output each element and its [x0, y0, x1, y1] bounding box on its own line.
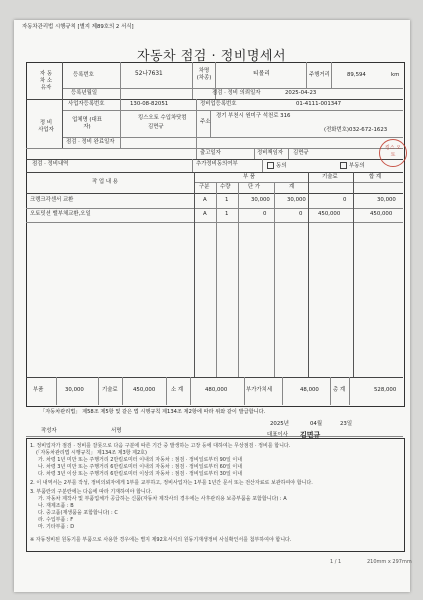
col-header-work: 작 업 내 용: [92, 179, 118, 185]
model-value: 티볼리: [253, 71, 270, 77]
row-line: [26, 222, 403, 223]
service-date-label: 점검 · 정비 의뢰일자: [212, 90, 261, 96]
mileage-value: 89,594: [347, 72, 366, 78]
note-1b: 가. 차령 1년 미만 또는 주행거리 2만킬로미터 이내의 자동차 : 점검 · 정비일로부터 90일 이내: [38, 457, 243, 463]
col-line: [262, 159, 263, 172]
col-header-type: 구분: [199, 184, 210, 190]
note-1d: 다. 차령 3년 이상 또는 주행거리 6만킬로미터 이상의 자동차 : 점검 · 정비일로부터 30일 이내: [38, 471, 243, 477]
col-line: [274, 182, 275, 377]
release-date-label: 출고일자: [200, 150, 221, 156]
note-3a: 가. 자동차 제작사 및 부품업체가 공급하는 신품(자동차 제작사의 경우에는 사후관리용 보증부품을 포함합니다) : A: [38, 496, 287, 502]
reg-no-value: 52나7631: [135, 71, 163, 77]
company-seal: 킹스 오토: [379, 139, 407, 167]
consent-label: 추가정비동의여부: [196, 161, 238, 167]
subtotal-value: 480,000: [205, 387, 228, 393]
note-4: ※ 자동정비된 원동기를 부품으로 사용한 경우에는 별지 제92호서식의 원동기재생정비 사실확인서를 첨부하여야 합니다.: [30, 537, 292, 543]
parts-total-label: 부품: [33, 387, 44, 393]
col-line: [244, 377, 245, 405]
row-line: [62, 110, 403, 111]
issue-year: 2025년: [270, 421, 289, 427]
disagree-checkbox[interactable]: [340, 162, 347, 169]
recipient-label: 작성자: [41, 428, 57, 434]
reg-no-label: 등록번호: [73, 72, 94, 78]
col-line: [62, 62, 63, 148]
addr-label: 주소: [200, 119, 211, 125]
biz-no-label: 사업자등록번호: [68, 101, 105, 107]
issue-day: 23일: [340, 421, 353, 427]
col-line: [353, 172, 354, 377]
note-1a: (「자동차관리법 시행규칙」 제134조 제3항 제2호): [36, 450, 147, 456]
note-3: 3. 부품란의 구분란에는 다음에 따라 기재하여야 합니다.: [30, 489, 153, 495]
row-work: 오토밋션 밸부체교환,오일: [30, 211, 91, 217]
row-line: [26, 148, 403, 149]
note-2: 2. 이 내역서는 2부를 작성, 정비의뢰자에게 1부를 교부하고, 정비사업자는 1부를 1년간 문서 또는 전산자료로 보관하여야 합니다.: [30, 480, 313, 486]
col-line: [238, 182, 239, 377]
col-line: [216, 182, 217, 377]
manager-label: 정비책임자: [257, 150, 284, 156]
col-header-labor: 기술료: [322, 174, 338, 180]
shop-rep-value: 김면규: [148, 124, 164, 130]
col-line: [192, 159, 193, 172]
mileage-unit: km: [391, 72, 400, 78]
row-line: [62, 88, 403, 89]
col-line: [166, 377, 167, 405]
recipient-sign-label: 서명: [111, 428, 122, 434]
agree-option[interactable]: 동의: [267, 162, 286, 169]
row-type: A: [203, 211, 207, 217]
row-unit: 30,000: [251, 197, 270, 203]
note-3d: 라. 수입부품 : F: [38, 517, 74, 523]
model-label: 차명 (차종): [196, 68, 212, 81]
col-header-sum: 계: [289, 184, 295, 190]
mileage-label: 주행거리: [309, 72, 330, 78]
row-line: [26, 208, 403, 209]
row-total: 450,000: [370, 211, 393, 217]
col-line: [56, 377, 57, 405]
col-line: [122, 377, 123, 405]
col-line: [306, 62, 307, 88]
row-line: [194, 182, 403, 183]
row-type: A: [203, 197, 207, 203]
addr-value: 경기 부천시 원미구 석천로 316: [216, 113, 291, 119]
row-unit: 0: [263, 211, 267, 217]
owner-section-label: 자 동 차 소유자: [39, 71, 53, 91]
col-header-parts: 부 품: [243, 174, 256, 180]
col-line: [308, 172, 309, 377]
row-labor: 450,000: [318, 211, 341, 217]
vat-label: 부가가치세: [246, 387, 273, 393]
disagree-option[interactable]: 부동의: [340, 162, 365, 169]
reg-date-label: 등록년월일: [71, 90, 98, 96]
service-date-value: 2025-04-23: [285, 90, 317, 96]
col-line: [349, 377, 350, 405]
col-line: [98, 377, 99, 405]
col-line: [120, 62, 121, 148]
note-3e: 마. 기타부품 : D: [38, 524, 75, 530]
col-line: [194, 172, 195, 377]
vat-value: 48,000: [300, 387, 319, 393]
row-line: [62, 137, 403, 138]
agree-checkbox[interactable]: [267, 162, 274, 169]
col-line: [288, 148, 289, 159]
page-number: 1 / 1: [330, 559, 342, 565]
shop-reg-value: 01-4111-001347: [296, 101, 342, 107]
form-reference: 자동차관리법 시행규칙 [별지 제89호의 2 서식]: [22, 24, 134, 30]
grand-total-value: 528,000: [374, 387, 397, 393]
row-sum: 30,000: [287, 197, 306, 203]
paper-size: 210mm x 297mm: [367, 559, 412, 565]
row-line: [26, 193, 403, 194]
row-sum: 0: [299, 211, 303, 217]
row-qty: 1: [225, 211, 229, 217]
issue-month: 04월: [310, 421, 323, 427]
manager-value: 김면규: [293, 150, 309, 156]
row-line: [26, 436, 403, 437]
grand-total-label: 총 계: [333, 387, 346, 393]
labor-total-value: 450,000: [133, 387, 156, 393]
col-header-unit: 단 가: [248, 184, 261, 190]
row-labor: 0: [343, 197, 347, 203]
rep-signature: 김면규: [300, 430, 321, 439]
content-label: 점검 · 정비내역: [32, 161, 69, 167]
row-work: 크랭크각센서 교환: [30, 197, 74, 203]
col-line: [330, 377, 331, 405]
col-line: [190, 377, 191, 405]
row-line: [26, 172, 403, 173]
note-3b: 나. 재제조품 : B: [38, 503, 74, 509]
col-line: [254, 148, 255, 159]
note-3c: 다. 중고품(재생품을 포함합니다) : C: [38, 510, 118, 516]
col-header-total: 합 계: [369, 174, 382, 180]
document-title: 자동차 점검 · 정비명세서: [136, 49, 287, 64]
complete-date-label: 점검 · 정비 완료일자: [66, 139, 115, 145]
rep-label: 대표이사: [267, 432, 288, 438]
shop-phone: (전화번호)032-672-1623: [324, 127, 388, 133]
col-line: [196, 99, 197, 159]
row-qty: 1: [225, 197, 229, 203]
col-header-qty: 수량: [220, 184, 231, 190]
row-line: [26, 99, 403, 100]
note-1c: 나. 차령 3년 미만 또는 주행거리 6만킬로미터 이내의 자동차 : 점검 · 정비일로부터 60일 이내: [38, 464, 243, 470]
note-1: 1. 정비업자가 점검 · 정비를 잘못으로 다음 구분에 따른 기간 중 발생하는 고장 등에 대하여는 무상점검 · 정비를 합니다.: [30, 443, 291, 449]
labor-total-label: 기술료: [102, 387, 118, 393]
issue-statement: 「자동차관리법」 제58조 제5항 및 같은 법 시행규칙 제134조 제2항에 따라 위와 같이 발급합니다.: [40, 409, 266, 415]
col-line: [192, 62, 193, 99]
shop-section-label: 정 비 사업자: [38, 120, 54, 133]
col-line: [282, 377, 283, 405]
shop-name-label: 업체명 (대표자): [72, 117, 102, 130]
biz-no-value: 130-08-82051: [130, 101, 169, 107]
parts-total-value: 30,000: [65, 387, 84, 393]
shop-reg-label: 정비업등록번호: [200, 101, 237, 107]
subtotal-label: 소 계: [171, 387, 184, 393]
shop-name-value: 킹스오토 수입차닷컴: [138, 115, 187, 121]
row-total: 30,000: [377, 197, 396, 203]
row-line: [26, 159, 403, 160]
col-line: [331, 62, 332, 88]
row-line: [26, 377, 403, 378]
